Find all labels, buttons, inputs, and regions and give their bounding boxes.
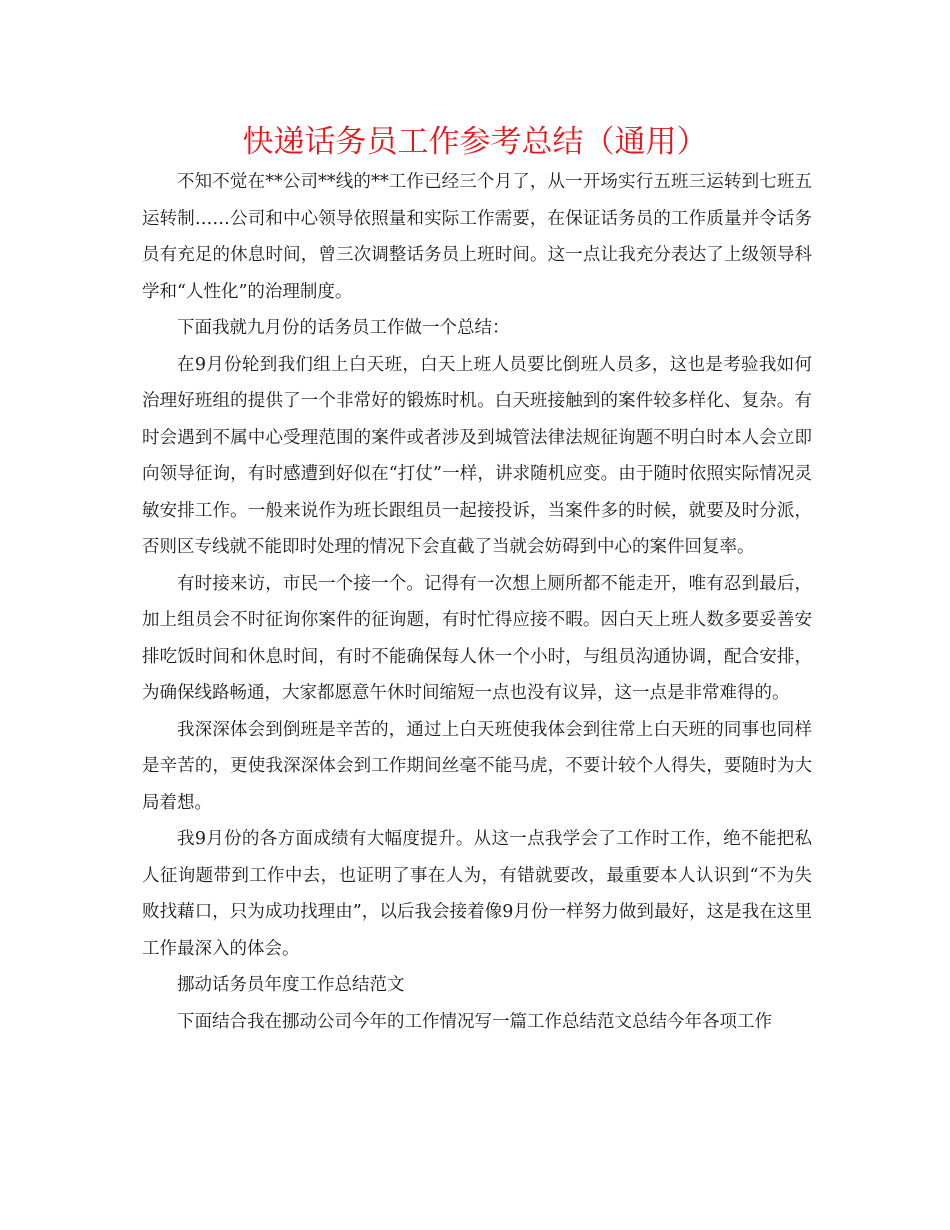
paragraph-5: 我深深体会到倒班是辛苦的，通过上白天班使我体会到往常上白天班的同事也同样是辛苦的，更使我深深体会到工作期间丝毫不能马虎，不要计较个人得失，要随时为大局着想。 bbox=[142, 719, 812, 813]
document-body bbox=[142, 164, 812, 1040]
paragraph-1: 不知不觉在**公司**线的**工作已经三个月了，从一开场实行五班三运转到七班五运转制……公司和中心领导依照量和实际工作需要，在保证话务员的工作质量并令话务员有充足的休息时间，曾三次调整话务员上班时间。这一点让我充分表达了上级领导科学和“人性化”的治理制度。 bbox=[142, 172, 812, 302]
section-heading: 挪动话务员年度工作总结范文 bbox=[177, 975, 405, 995]
paragraph-3: 在9月份轮到我们组上白天班，白天上班人员要比倒班人员多，这也是考验我如何治理好班组的提供了一个非常好的锻炼时机。白天班接触到的案件较多样化、复杂。有时会遇到不属中心受理范围的案件或者涉及到城管法律法规征询题不明白时本人会立即向领导征询，有时感遭到好似在“打仗”一样，讲求随机应变。由于随时依照实际情况灵敏安排工作。一般来说作为班长跟组员一起接投诉，当案件多的时候，就要及时分派，否则区专线就不能即时处理的情况下会直截了当就会妨碍到中心的案件回复率。 bbox=[142, 354, 812, 557]
paragraph-6: 我9月份的各方面成绩有大幅度提升。从这一点我学会了工作时工作，绝不能把私人征询题带到工作中去，也证明了事在人为，有错就要改，最重要本人认识到“不为失败找藉口，只为成功找理由”，以后我会接着像9月份一样努力做到最好，这是我在这里工作最深入的体会。 bbox=[142, 829, 812, 959]
paragraph-2: 下面我就九月份的话务员工作做一个总结： bbox=[177, 318, 510, 338]
document-title: 快递话务员工作参考总结（通用） bbox=[242, 124, 708, 160]
paragraph-4: 有时接来访，市民一个接一个。记得有一次想上厕所都不能走开，唯有忍到最后，加上组员会不时征询你案件的征询题，有时忙得应接不暇。因白天上班人数多要妥善安排吃饭时间和休息时间，有时不能确保每人休一个小时，与组员沟通协调，配合安排，为确保线路畅通，大家都愿意午休时间缩短一点也没有议异，这一点是非常难得的。 bbox=[142, 573, 812, 703]
paragraph-7: 下面结合我在挪动公司今年的工作情况写一篇工作总结范文总结今年各项工作 bbox=[177, 1011, 772, 1032]
